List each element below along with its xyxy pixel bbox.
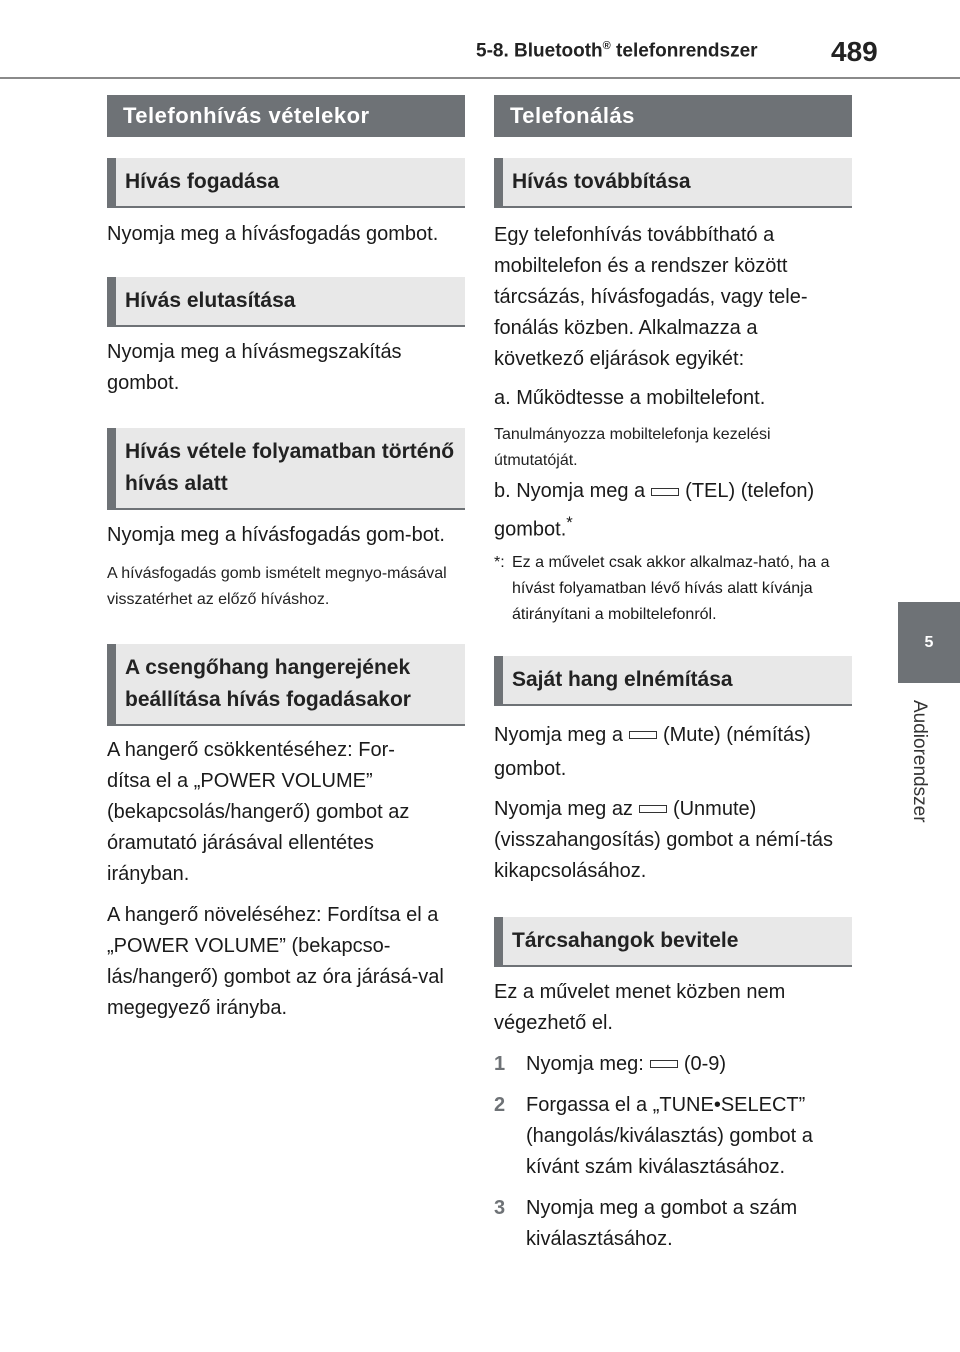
subsection-header: Saját hang elnémítása <box>494 656 852 706</box>
note: Tanulmányozza mobiltelefonja kezelési útmutatóját. <box>494 426 771 469</box>
header-divider <box>0 77 960 79</box>
section-header: Telefonálás <box>494 95 852 137</box>
section-heading: 5-8. Bluetooth® telefonrendszer <box>476 40 758 62</box>
tel-button-icon <box>651 488 679 496</box>
subsection-header: A csengőhang hangerejének beállítása hívás fogadásakor <box>107 644 465 726</box>
paragraph: b. Nyomja meg a (TEL) (telefon) gombot.* <box>494 480 815 541</box>
mute-button-icon <box>629 731 657 739</box>
note: A hívásfogadás gomb ismételt megnyo-másával visszatérhet az előző híváshoz. <box>107 565 447 608</box>
right-column <box>494 95 852 1255</box>
left-column <box>107 95 465 1024</box>
chapter-label: Audiorendszer <box>909 700 930 823</box>
paragraph: Nyomja meg a (Mute) (némítás) gombot. <box>494 723 811 780</box>
paragraph: a. Működtesse a mobiltelefont. <box>494 387 766 409</box>
list-item: 2 Forgassa el a „TUNE•SELECT” (hangolás/kiválasztás) gombot a kívánt szám kiválasztásához. <box>494 1093 813 1178</box>
paragraph: Nyomja meg az (Unmute) (visszahangosítás) gombot a némí-tás kikapcsolásához. <box>494 797 834 882</box>
subsection-header: Hívás elutasítása <box>107 277 465 327</box>
paragraph: A hangerő növeléséhez: Fordítsa el a „POWER VOLUME” (bekapcso-lás/hangerő) gombot az óra járásá-val megegyező irányba. <box>107 904 444 1019</box>
page-number: 489 <box>831 36 878 67</box>
paragraph: Nyomja meg a hívásfogadás gom-bot. <box>107 524 445 546</box>
subsection-header: Hívás továbbítása <box>494 158 852 208</box>
subsection-header: Hívás fogadása <box>107 158 465 208</box>
list-item: 1 Nyomja meg: (0-9) <box>494 1052 727 1075</box>
paragraph: Ez a művelet menet közben nem végezhető el. <box>494 980 786 1034</box>
subsection-header: Hívás vétele folyamatban történő hívás alatt <box>107 428 465 510</box>
section-header: Telefonhívás vételekor <box>107 95 465 137</box>
subsection-header: Tárcsahangok bevitele <box>494 917 852 967</box>
numpad-button-icon <box>650 1060 678 1068</box>
paragraph: A hangerő csökkentéséhez: For-dítsa el a „POWER VOLUME” (bekapcsolás/hangerő) gombot az óramutató járásával ellentétes irányban. <box>107 739 410 885</box>
paragraph: Egy telefonhívás továbbítható a mobiltelefon és a rendszer között tárcsázás, hívásfogadás, vagy tele-fonálás közben. Alkalmazza a következő eljárások egyikét: <box>494 224 808 370</box>
chapter-tab: 5 <box>898 602 960 683</box>
paragraph: Nyomja meg a hívásfogadás gombot. <box>107 223 439 245</box>
footnote: *: Ez a művelet csak akkor alkalmaz-ható, ha a hívást folyamatban lévő hívás alatt kívánja átirányítani a mobiltelefonról. <box>494 553 830 623</box>
unmute-button-icon <box>639 805 667 813</box>
list-item: 3 Nyomja meg a gombot a szám kiválasztásához. <box>494 1196 798 1250</box>
paragraph: Nyomja meg a hívásmegszakítás gombot. <box>107 341 402 394</box>
